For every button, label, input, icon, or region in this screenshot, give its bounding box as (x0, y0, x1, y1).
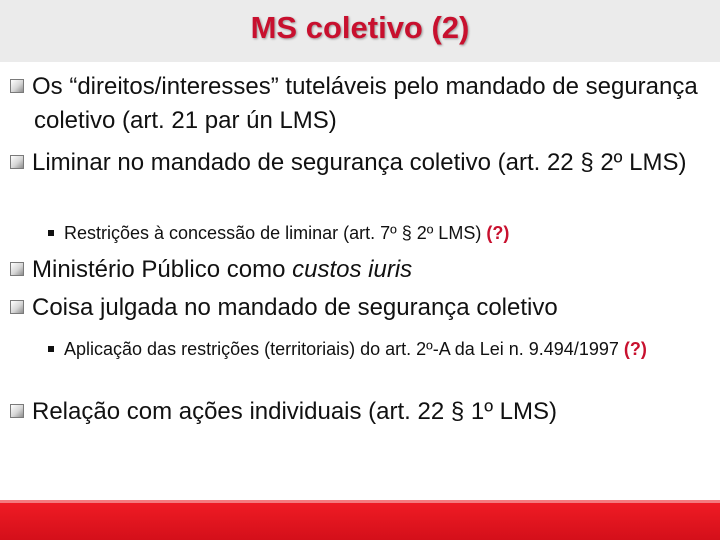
bullet-liminar (10, 146, 720, 180)
question-mark-note: (?) (486, 223, 510, 243)
bullet-direitos-interesses (10, 70, 720, 138)
footer-band (0, 503, 720, 540)
checkbox-bullet-icon (10, 262, 24, 276)
checkbox-bullet-icon (10, 404, 24, 418)
square-bullet-icon (48, 230, 54, 236)
bullet-coisa-julgada (10, 291, 720, 325)
bullet-text: Liminar no mandado de segurança coletivo (art. 22 § 2º LMS) (32, 149, 687, 176)
slide-title: MS coletivo (2) (250, 10, 470, 45)
bullet-text: Ministério Público como (32, 256, 293, 283)
bullet-text: Os “direitos/interesses” tuteláveis pelo mandado de segurança coletivo (art. 21 par ún LMS) (32, 73, 698, 134)
question-mark-note: (?) (623, 339, 647, 359)
sub-bullet-restricoes (48, 221, 706, 246)
checkbox-bullet-icon (10, 79, 24, 93)
bullet-italic-text: custos iuris (292, 256, 413, 283)
bullet-text: Coisa julgada no mandado de segurança coletivo (32, 294, 558, 321)
square-bullet-icon (48, 346, 54, 352)
sub-bullet-text: Aplicação das restrições (territoriais) do art. 2º-A da Lei n. 9.494/1997 (64, 339, 624, 359)
checkbox-bullet-icon (10, 300, 24, 314)
bullet-text: Relação com ações individuais (art. 22 § 1º LMS) (32, 398, 558, 425)
bullet-ministerio-publico (10, 253, 720, 287)
sub-bullet-text: Restrições à concessão de liminar (art. 7º § 2º LMS) (64, 223, 487, 243)
checkbox-bullet-icon (10, 155, 24, 169)
bullet-relacao-acoes (10, 395, 720, 429)
sub-bullet-aplicacao (48, 337, 706, 362)
